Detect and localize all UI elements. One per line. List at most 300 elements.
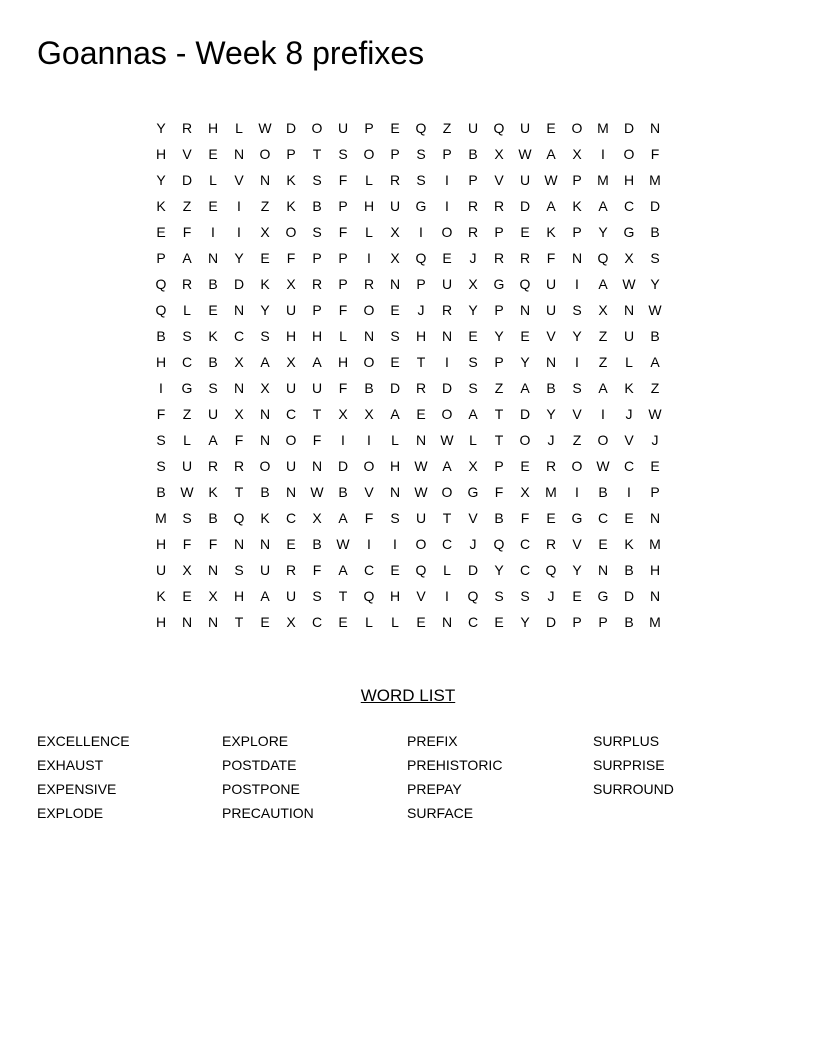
grid-letter: W <box>596 458 610 474</box>
grid-letter: U <box>467 120 479 136</box>
grid-letter: P <box>442 146 452 162</box>
grid-letter: P <box>572 224 582 240</box>
grid-row <box>148 141 668 167</box>
grid-letter: D <box>519 406 531 422</box>
grid-letter: C <box>233 328 245 344</box>
grid-letter: S <box>390 328 400 344</box>
grid-letter: P <box>650 484 660 500</box>
grid-letter: E <box>260 250 270 266</box>
grid-letter: N <box>597 562 609 578</box>
grid-letter: M <box>649 536 661 552</box>
grid-letter: S <box>208 380 218 396</box>
grid-letter: O <box>571 458 583 474</box>
grid-letter: Z <box>650 380 660 396</box>
grid-letter: P <box>494 224 504 240</box>
grid-letter: R <box>519 250 531 266</box>
grid-letter: B <box>624 562 634 578</box>
grid-letter: P <box>156 250 166 266</box>
grid-letter: B <box>650 328 660 344</box>
grid-letter: O <box>441 406 453 422</box>
grid-row <box>148 193 668 219</box>
grid-letter: L <box>209 172 217 188</box>
grid-letter: H <box>155 536 167 552</box>
grid-letter: S <box>156 432 166 448</box>
grid-letter: P <box>494 354 504 370</box>
grid-letter: W <box>180 484 194 500</box>
grid-letter: I <box>627 484 631 500</box>
grid-letter: Y <box>572 562 582 578</box>
grid-letter: C <box>363 562 375 578</box>
grid-letter: X <box>390 224 400 240</box>
grid-letter: E <box>442 250 452 266</box>
grid-row <box>148 479 668 505</box>
grid-letter: N <box>415 432 427 448</box>
grid-letter: P <box>494 458 504 474</box>
grid-letter: C <box>597 510 609 526</box>
grid-letter: W <box>648 302 662 318</box>
grid-letter: J <box>547 588 555 604</box>
grid-row <box>148 401 668 427</box>
grid-letter: W <box>310 484 324 500</box>
grid-letter: R <box>207 458 219 474</box>
grid-letter: A <box>468 406 478 422</box>
grid-letter: E <box>208 146 218 162</box>
grid-letter: A <box>312 354 322 370</box>
grid-letter: Q <box>493 120 505 136</box>
grid-letter: B <box>598 484 608 500</box>
grid-letter: L <box>625 354 633 370</box>
word-list-item: POSTPONE <box>222 781 300 797</box>
grid-letter: A <box>182 250 192 266</box>
grid-letter: T <box>312 406 322 422</box>
grid-letter: D <box>285 120 297 136</box>
grid-letter: N <box>441 614 453 630</box>
grid-letter: B <box>312 198 322 214</box>
word-list-item: EXPLODE <box>37 805 104 821</box>
grid-letter: Y <box>494 328 504 344</box>
grid-letter: Z <box>442 120 452 136</box>
grid-letter: Y <box>260 302 270 318</box>
grid-row <box>148 323 668 349</box>
grid-letter: I <box>445 172 449 188</box>
grid-letter: J <box>547 432 555 448</box>
grid-letter: P <box>312 250 322 266</box>
grid-letter: C <box>285 510 297 526</box>
grid-letter: K <box>260 510 270 526</box>
grid-letter: Y <box>234 250 244 266</box>
grid-letter: N <box>623 302 635 318</box>
grid-letter: O <box>363 458 375 474</box>
grid-letter: S <box>468 354 478 370</box>
grid-letter: Z <box>598 354 608 370</box>
grid-letter: X <box>468 276 478 292</box>
grid-letter: K <box>156 198 166 214</box>
grid-row <box>148 271 668 297</box>
grid-letter: X <box>312 510 322 526</box>
grid-letter: A <box>390 406 400 422</box>
grid-letter: S <box>234 562 244 578</box>
grid-letter: U <box>545 276 557 292</box>
grid-letter: L <box>391 614 399 630</box>
word-list-item: PRECAUTION <box>222 805 314 821</box>
grid-letter: F <box>650 146 660 162</box>
word-list-heading-text: WORD LIST <box>360 686 456 705</box>
grid-letter: C <box>441 536 453 552</box>
grid-letter: O <box>415 536 427 552</box>
word-list-item: EXCELLENCE <box>37 733 130 749</box>
grid-letter: B <box>208 510 218 526</box>
word-list-item: SURROUND <box>593 781 674 797</box>
grid-letter: Q <box>363 588 375 604</box>
page-title: Goannas - Week 8 prefixes <box>37 35 425 71</box>
grid-row <box>148 219 668 245</box>
grid-letter: G <box>493 276 505 292</box>
grid-letter: E <box>520 224 530 240</box>
grid-letter: D <box>441 380 453 396</box>
grid-letter: W <box>648 406 662 422</box>
grid-letter: N <box>207 562 219 578</box>
grid-letter: E <box>390 354 400 370</box>
grid-letter: S <box>182 328 192 344</box>
grid-letter: A <box>598 198 608 214</box>
word-list-item: SURFACE <box>407 805 474 821</box>
grid-letter: R <box>181 120 193 136</box>
grid-letter: N <box>233 146 245 162</box>
grid-letter: Q <box>155 302 167 318</box>
grid-letter: M <box>597 172 609 188</box>
grid-letter: F <box>286 250 296 266</box>
grid-letter: M <box>649 614 661 630</box>
grid-letter: F <box>182 224 192 240</box>
grid-letter: R <box>467 224 479 240</box>
grid-letter: Z <box>182 198 192 214</box>
grid-letter: P <box>338 198 348 214</box>
grid-letter: E <box>208 198 218 214</box>
grid-letter: R <box>441 302 453 318</box>
grid-letter: T <box>234 484 244 500</box>
grid-letter: X <box>624 250 634 266</box>
grid-letter: O <box>623 146 635 162</box>
word-list-item: SURPRISE <box>593 757 665 773</box>
grid-letter: O <box>441 484 453 500</box>
grid-letter: L <box>339 328 347 344</box>
grid-letter: P <box>364 120 374 136</box>
grid-letter: G <box>623 224 635 240</box>
grid-letter: H <box>623 172 635 188</box>
grid-letter: F <box>312 562 322 578</box>
grid-letter: U <box>285 302 297 318</box>
grid-letter: S <box>156 458 166 474</box>
grid-letter: I <box>575 276 579 292</box>
grid-letter: S <box>416 146 426 162</box>
grid-letter: E <box>390 302 400 318</box>
grid-letter: N <box>181 614 193 630</box>
grid-letter: R <box>181 276 193 292</box>
grid-letter: U <box>207 406 219 422</box>
grid-letter: P <box>338 250 348 266</box>
grid-letter: S <box>468 380 478 396</box>
grid-letter: U <box>155 562 167 578</box>
grid-letter: B <box>208 354 218 370</box>
grid-letter: O <box>519 432 531 448</box>
grid-letter: F <box>546 250 556 266</box>
grid-letter: F <box>182 536 192 552</box>
grid-letter: X <box>494 146 504 162</box>
grid-letter: Y <box>156 120 166 136</box>
grid-letter: N <box>571 250 583 266</box>
grid-letter: F <box>208 536 218 552</box>
grid-row <box>148 531 668 557</box>
grid-letter: H <box>155 146 167 162</box>
grid-letter: S <box>338 146 348 162</box>
grid-letter: A <box>650 354 660 370</box>
grid-letter: I <box>211 224 215 240</box>
grid-letter: U <box>519 172 531 188</box>
grid-letter: N <box>649 120 661 136</box>
grid-letter: X <box>260 380 270 396</box>
grid-letter: C <box>467 614 479 630</box>
grid-letter: Q <box>467 588 479 604</box>
grid-letter: J <box>651 432 659 448</box>
grid-letter: E <box>416 614 426 630</box>
grid-letter: R <box>415 380 427 396</box>
grid-letter: Y <box>546 406 556 422</box>
grid-letter: N <box>363 328 375 344</box>
grid-letter: J <box>469 250 477 266</box>
grid-letter: I <box>341 432 345 448</box>
grid-letter: M <box>649 172 661 188</box>
grid-letter: G <box>467 484 479 500</box>
word-list-item: EXPLORE <box>222 733 289 749</box>
grid-letter: D <box>623 120 635 136</box>
grid-letter: I <box>367 536 371 552</box>
word-list-column-3 <box>407 729 502 825</box>
grid-row <box>148 453 668 479</box>
grid-letter: I <box>237 224 241 240</box>
grid-letter: L <box>391 432 399 448</box>
grid-letter: H <box>363 198 375 214</box>
grid-letter: X <box>286 614 296 630</box>
grid-letter: M <box>155 510 167 526</box>
word-list-column-1 <box>37 729 130 825</box>
grid-letter: A <box>338 510 348 526</box>
grid-letter: U <box>337 120 349 136</box>
grid-letter: W <box>414 484 428 500</box>
grid-letter: E <box>598 536 608 552</box>
grid-letter: B <box>312 536 322 552</box>
grid-letter: I <box>445 588 449 604</box>
grid-letter: T <box>312 146 322 162</box>
grid-letter: U <box>441 276 453 292</box>
grid-letter: I <box>445 354 449 370</box>
grid-letter: Z <box>598 328 608 344</box>
grid-letter: U <box>545 302 557 318</box>
grid-letter: F <box>234 432 244 448</box>
grid-letter: T <box>338 588 348 604</box>
grid-letter: Z <box>494 380 504 396</box>
grid-letter: X <box>234 354 244 370</box>
grid-letter: Y <box>494 562 504 578</box>
grid-letter: N <box>545 354 557 370</box>
grid-letter: P <box>390 146 400 162</box>
grid-letter: Q <box>545 562 557 578</box>
grid-letter: C <box>623 198 635 214</box>
grid-letter: F <box>338 380 348 396</box>
grid-letter: R <box>233 458 245 474</box>
grid-letter: A <box>338 562 348 578</box>
grid-letter: R <box>363 276 375 292</box>
grid-letter: U <box>285 588 297 604</box>
grid-letter: F <box>494 484 504 500</box>
grid-letter: N <box>259 406 271 422</box>
grid-letter: U <box>285 458 297 474</box>
grid-letter: O <box>285 224 297 240</box>
grid-letter: N <box>233 302 245 318</box>
grid-letter: X <box>208 588 218 604</box>
grid-letter: N <box>259 432 271 448</box>
grid-letter: O <box>259 146 271 162</box>
grid-letter: N <box>649 588 661 604</box>
grid-letter: Q <box>519 276 531 292</box>
grid-letter: X <box>286 354 296 370</box>
grid-letter: Y <box>572 328 582 344</box>
grid-letter: K <box>260 276 270 292</box>
grid-letter: G <box>181 380 193 396</box>
grid-letter: B <box>338 484 348 500</box>
grid-letter: I <box>393 536 397 552</box>
grid-letter: B <box>156 484 166 500</box>
grid-letter: F <box>312 432 322 448</box>
grid-letter: S <box>312 172 322 188</box>
grid-letter: I <box>601 406 605 422</box>
grid-letter: H <box>415 328 427 344</box>
grid-row <box>148 245 668 271</box>
grid-letter: P <box>338 276 348 292</box>
grid-row <box>148 297 668 323</box>
grid-letter: B <box>494 510 504 526</box>
grid-letter: T <box>442 510 452 526</box>
grid-letter: P <box>468 172 478 188</box>
grid-letter: T <box>234 614 244 630</box>
grid-letter: Z <box>572 432 582 448</box>
grid-letter: U <box>623 328 635 344</box>
grid-letter: S <box>494 588 504 604</box>
grid-letter: Y <box>520 614 530 630</box>
grid-letter: R <box>493 198 505 214</box>
grid-letter: A <box>208 432 218 448</box>
grid-letter: I <box>237 198 241 214</box>
grid-letter: W <box>414 458 428 474</box>
grid-letter: H <box>233 588 245 604</box>
grid-letter: Q <box>415 120 427 136</box>
grid-letter: X <box>468 458 478 474</box>
grid-letter: O <box>597 432 609 448</box>
grid-letter: X <box>390 250 400 266</box>
grid-letter: C <box>311 614 323 630</box>
grid-letter: S <box>312 224 322 240</box>
grid-letter: B <box>624 614 634 630</box>
grid-letter: V <box>624 432 634 448</box>
grid-letter: E <box>624 510 634 526</box>
grid-letter: W <box>518 146 532 162</box>
grid-letter: L <box>443 562 451 578</box>
grid-letter: L <box>183 302 191 318</box>
grid-row <box>148 375 668 401</box>
grid-letter: K <box>208 328 218 344</box>
grid-letter: O <box>363 354 375 370</box>
grid-letter: O <box>363 146 375 162</box>
grid-letter: R <box>311 276 323 292</box>
grid-letter: A <box>546 198 556 214</box>
grid-letter: L <box>365 172 373 188</box>
grid-letter: E <box>208 302 218 318</box>
grid-letter: E <box>650 458 660 474</box>
grid-letter: A <box>546 146 556 162</box>
grid-letter: N <box>207 614 219 630</box>
grid-letter: V <box>416 588 426 604</box>
grid-letter: D <box>649 198 661 214</box>
grid-letter: Y <box>468 302 478 318</box>
grid-letter: Y <box>650 276 660 292</box>
grid-letter: E <box>260 614 270 630</box>
grid-letter: F <box>338 302 348 318</box>
grid-letter: E <box>494 614 504 630</box>
grid-letter: D <box>623 588 635 604</box>
grid-letter: C <box>519 536 531 552</box>
grid-letter: Y <box>598 224 608 240</box>
grid-letter: E <box>286 536 296 552</box>
grid-letter: U <box>285 380 297 396</box>
grid-letter: D <box>233 276 245 292</box>
grid-letter: P <box>416 276 426 292</box>
grid-letter: N <box>285 484 297 500</box>
grid-letter: U <box>519 120 531 136</box>
grid-letter: O <box>259 458 271 474</box>
grid-letter: Q <box>155 276 167 292</box>
grid-letter: C <box>623 458 635 474</box>
grid-letter: X <box>572 146 582 162</box>
grid-letter: A <box>598 380 608 396</box>
grid-letter: O <box>571 120 583 136</box>
grid-letter: F <box>520 510 530 526</box>
grid-letter: C <box>285 406 297 422</box>
grid-letter: J <box>417 302 425 318</box>
grid-letter: T <box>494 432 504 448</box>
word-list-item: SURPLUS <box>593 733 660 749</box>
grid-letter: A <box>260 354 270 370</box>
grid-letter: A <box>442 458 452 474</box>
grid-letter: I <box>575 484 579 500</box>
grid-letter: S <box>650 250 660 266</box>
grid-letter: L <box>365 224 373 240</box>
grid-letter: N <box>519 302 531 318</box>
grid-letter: D <box>389 380 401 396</box>
word-list-item: EXHAUST <box>37 757 104 773</box>
grid-letter: D <box>519 198 531 214</box>
grid-letter: O <box>363 302 375 318</box>
word-list-item: EXPENSIVE <box>37 781 117 797</box>
grid-letter: Y <box>156 172 166 188</box>
grid-letter: K <box>624 380 634 396</box>
grid-letter: V <box>546 328 556 344</box>
grid-letter: U <box>181 458 193 474</box>
grid-letter: G <box>571 510 583 526</box>
grid-letter: H <box>337 354 349 370</box>
grid-letter: N <box>389 484 401 500</box>
grid-letter: V <box>572 406 582 422</box>
grid-letter: I <box>367 250 371 266</box>
grid-letter: S <box>312 588 322 604</box>
